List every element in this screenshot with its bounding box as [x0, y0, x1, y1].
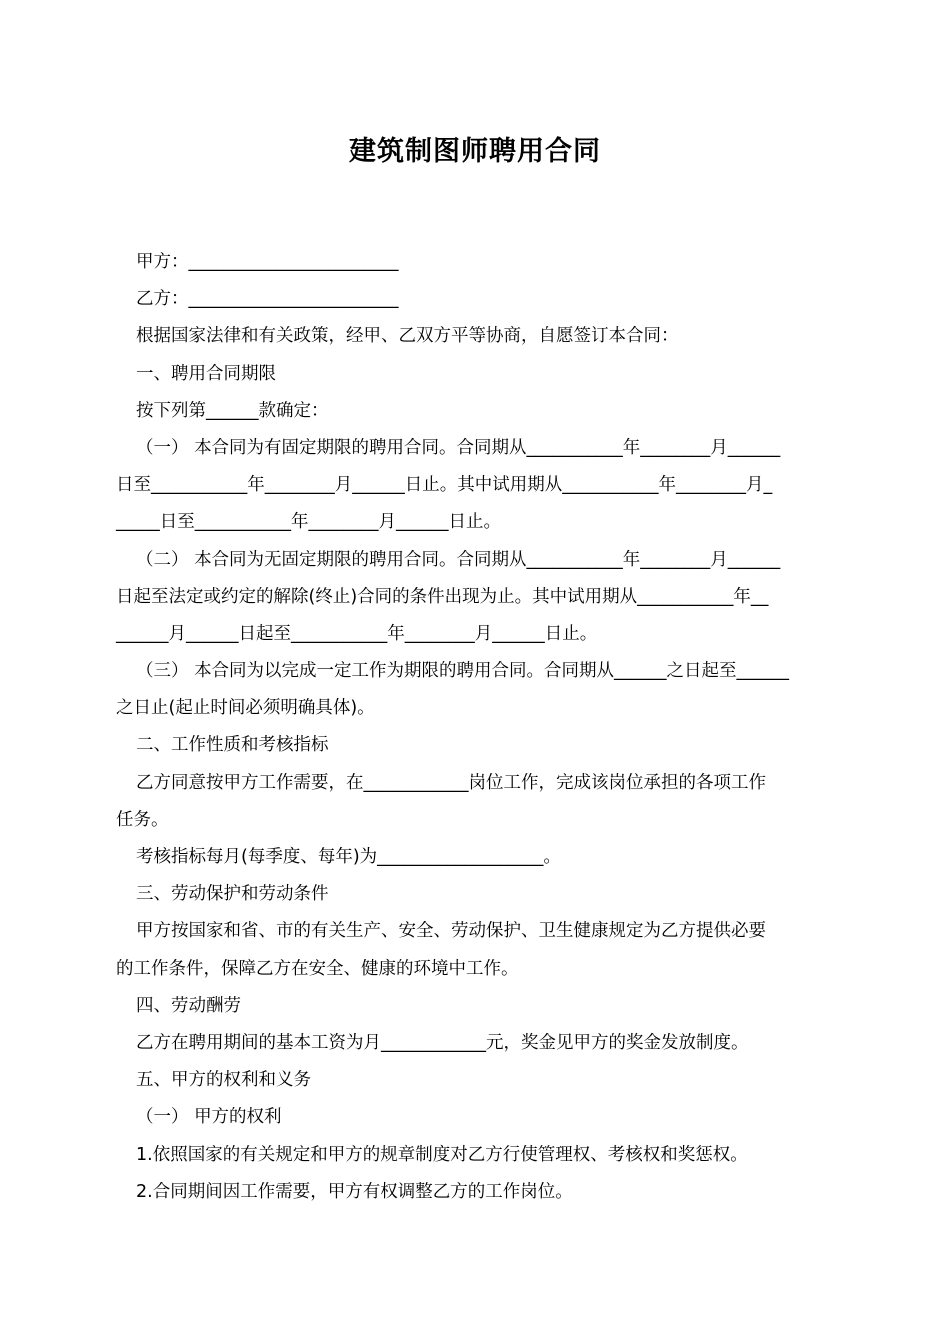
paragraph-line: 乙方在聘用期间的基本工资为月____________元，奖金见甲方的奖金发放制度。 — [136, 1032, 749, 1053]
subsection-heading: （一） 甲方的权利 — [136, 1107, 282, 1128]
list-item: 2.合同期间因工作需要，甲方有权调整乙方的工作岗位。 — [136, 1181, 573, 1202]
party-b-line: 乙方：________________________ — [136, 289, 399, 310]
section-heading: 五、甲方的权利和义务 — [136, 1070, 311, 1091]
preamble-paragraph: 根据国家法律和有关政策，经甲、乙双方平等协商，自愿签订本合同： — [136, 326, 679, 347]
clause-line: ______月______日起至___________年________月______日止。 — [116, 623, 598, 644]
page-title: 建筑制图师聘用合同 — [349, 136, 601, 167]
clause-line: 之日止(起止时间必须明确具体)。 — [116, 698, 375, 719]
clause-line: （三） 本合同为以完成一定工作为期限的聘用合同。合同期从______之日起至______ — [136, 661, 790, 682]
paragraph-line: 乙方同意按甲方工作需要，在____________岗位工作，完成该岗位承担的各项工作 — [136, 772, 766, 793]
section-heading: 一、聘用合同期限 — [136, 363, 276, 384]
paragraph-line: 甲方按国家和省、市的有关生产、安全、劳动保护、卫生健康规定为乙方提供必要 — [136, 921, 766, 942]
clause-line: （二） 本合同为无固定期限的聘用合同。合同期从___________年________月______ — [136, 549, 781, 570]
section-heading: 四、劳动酬劳 — [136, 995, 241, 1016]
party-a-line: 甲方：________________________ — [136, 252, 399, 272]
clause-line: _____日至___________年________月______日止。 — [116, 512, 501, 533]
paragraph-line: 的工作条件，保障乙方在安全、健康的环境中工作。 — [116, 958, 519, 979]
list-item: 1.依照国家的有关规定和甲方的规章制度对乙方行使管理权、考核权和奖惩权。 — [136, 1144, 748, 1165]
section-heading: 二、工作性质和考核指标 — [136, 735, 329, 756]
clause-line: 日至___________年________月______日止。其中试用期从___________年________月_ — [116, 475, 773, 496]
paragraph-line: 按下列第______款确定： — [136, 400, 329, 421]
contract-body — [116, 244, 836, 1211]
clause-line: （一） 本合同为有固定期限的聘用合同。合同期从___________年________月______ — [136, 437, 781, 458]
clause-line: 日起至法定或约定的解除(终止)合同的条件出现为止。其中试用期从___________年__ — [116, 586, 769, 607]
paragraph-line: 任务。 — [116, 809, 169, 830]
section-heading: 三、劳动保护和劳动条件 — [136, 884, 329, 905]
paragraph-line: 考核指标每月(每季度、每年)为___________________。 — [136, 847, 561, 867]
